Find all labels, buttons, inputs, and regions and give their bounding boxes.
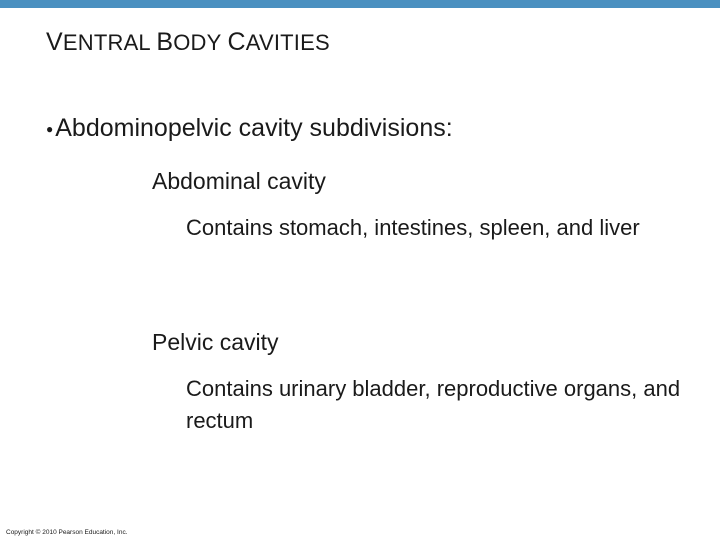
- copyright-footer: Copyright © 2010 Pearson Education, Inc.: [6, 529, 128, 536]
- title-rest-2: ODY: [173, 30, 222, 55]
- bullet-text: Abdominopelvic cavity subdivisions:: [55, 114, 453, 142]
- section-heading-abdominal: Abdominal cavity: [152, 168, 326, 194]
- section-detail-abdominal: Contains stomach, intestines, spleen, and liver: [186, 215, 640, 240]
- bullet-abdominopelvic: [46, 114, 453, 143]
- bullet-dot-icon: ●: [46, 122, 54, 136]
- title-rest-3: AVITIES: [245, 30, 330, 55]
- section-detail-pelvic: Contains urinary bladder, reproductive organs, and rectum: [186, 376, 681, 433]
- top-accent-bar: [0, 0, 720, 8]
- title-initial-b: B: [156, 28, 174, 56]
- slide-title: [46, 28, 330, 57]
- title-rest-1: ENTRAL: [62, 30, 151, 55]
- title-initial-c: C: [227, 28, 246, 56]
- title-initial-v: V: [46, 28, 63, 56]
- section-heading-pelvic: Pelvic cavity: [152, 329, 279, 355]
